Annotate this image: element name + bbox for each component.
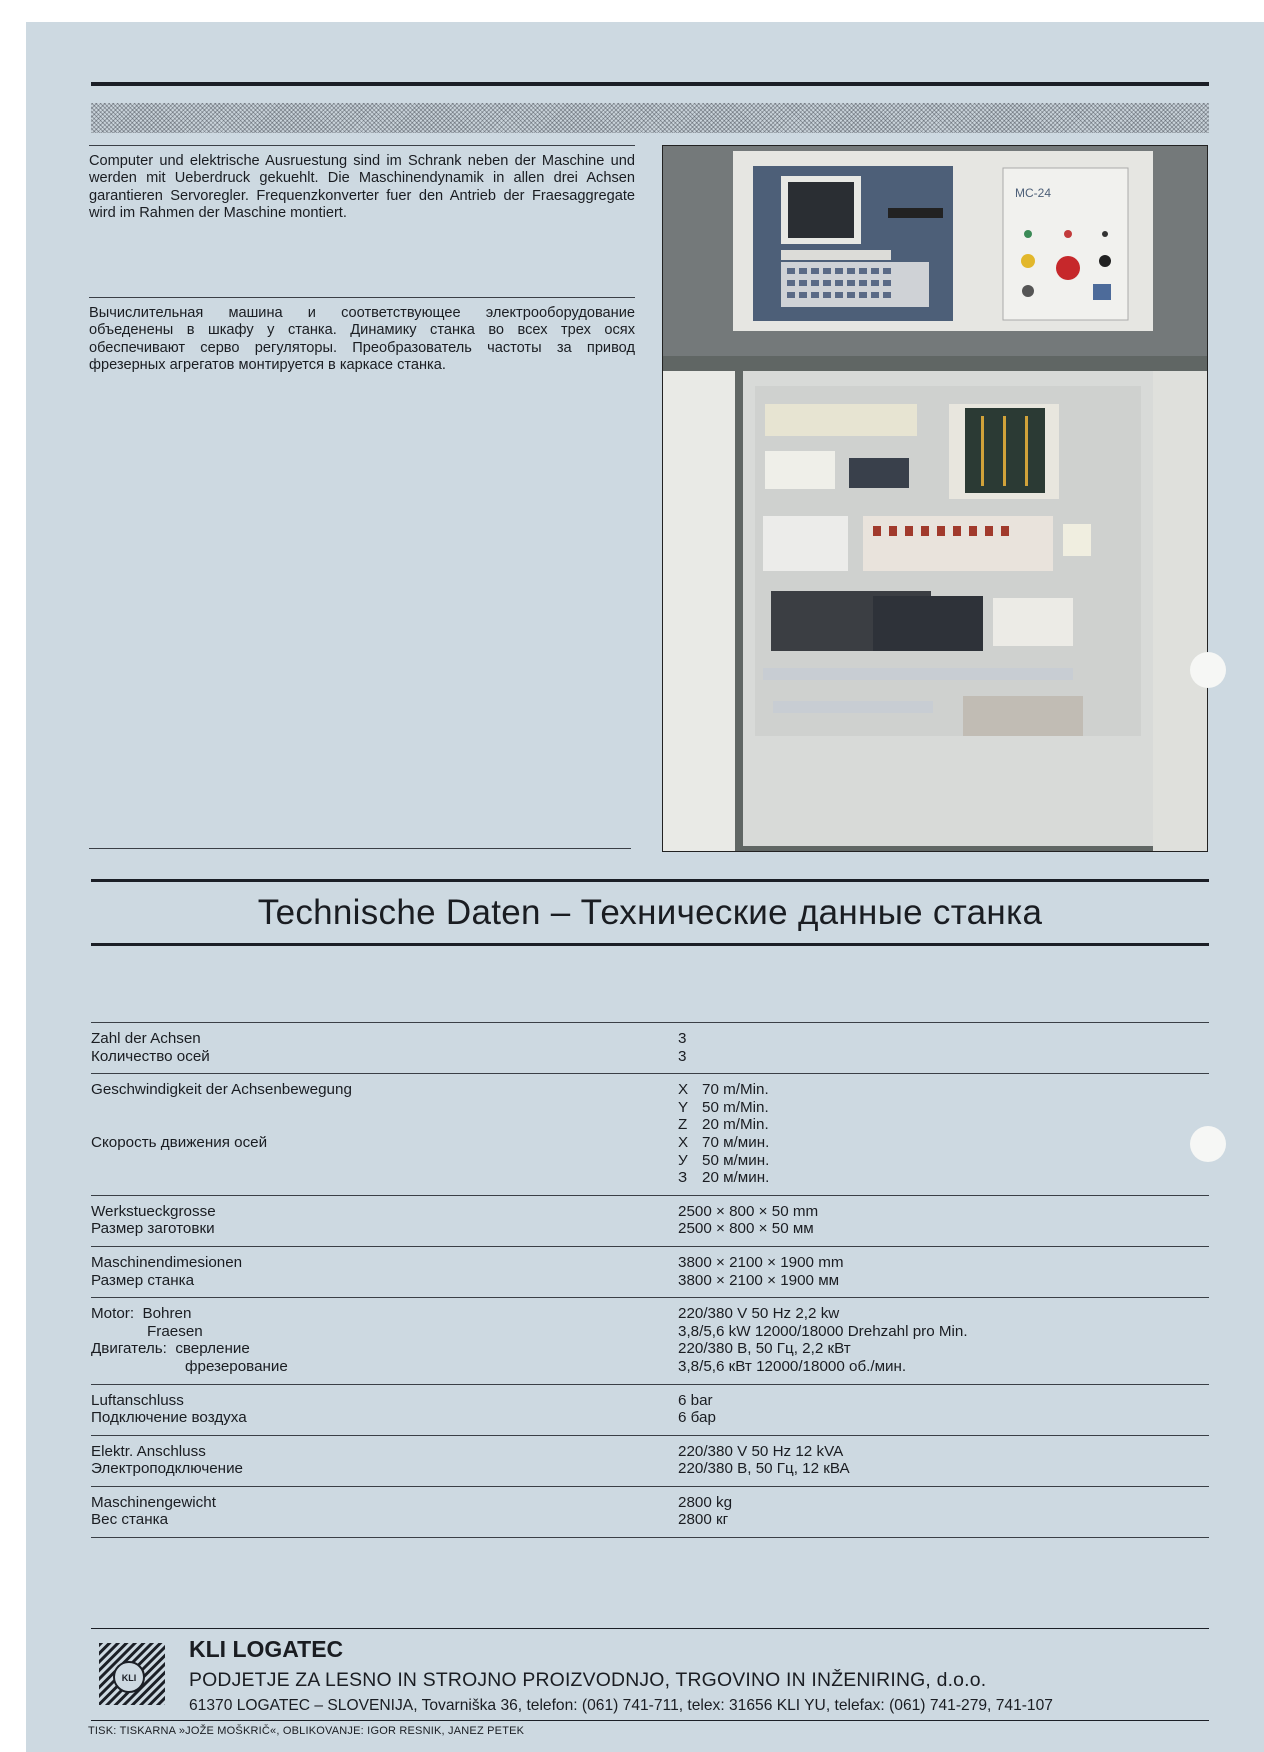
spec-row-motor xyxy=(91,1297,1209,1383)
spec-value: 220/380 V 50 Hz 12 kVA xyxy=(678,1442,844,1460)
intro-german-text: Computer und elektrische Ausruestung sind im Schrank neben der Maschine und werden mit Ueberdruck gekuehlt. Die Maschinendynamik in allen drei Achsen garantieren Servoregler. Frequenzkonverter fuer den Antrieb der Fraesaggregate wird im Rahmen der Maschine montiert. xyxy=(89,153,635,222)
spec-label: Elektr. Anschluss xyxy=(91,1442,206,1460)
spec-label: Электроподключение xyxy=(91,1460,243,1478)
company-address: 61370 LOGATEC – SLOVENIJA, Tovarniška 36, telefon: (061) 741-711, telex: 31656 KLI YU, telefax: (061) 741-279, 741-107 xyxy=(189,1697,1053,1714)
spec-value: 3 xyxy=(678,1030,687,1047)
logo-emblem-icon xyxy=(99,1643,165,1705)
spec-label: Luftanschluss xyxy=(91,1391,184,1409)
spec-label: Maschinengewicht xyxy=(91,1493,216,1511)
speed-line: Y 50 m/Min. xyxy=(678,1098,769,1116)
spec-label: Fraesen xyxy=(147,1322,203,1340)
spec-label: Werkstueckgrosse xyxy=(91,1202,216,1220)
cabinet-illustration xyxy=(663,146,1207,851)
spec-value: 6 bar xyxy=(678,1391,713,1409)
speed-line: Z 20 m/Min. xyxy=(678,1116,769,1134)
spec-value: 220/380 В, 50 Гц, 2,2 кВт xyxy=(678,1340,851,1358)
intro-russian-text: Вычислительная машина и соответствующее электрооборудование объеденены в шкафу у станка. Динамику станка во всех трех осях обеспечивают серво регуляторы. Преобразователь частоты за привод фрезерных агрегатов монтируется в каркасе станка. xyxy=(89,305,635,374)
kli-logo xyxy=(99,1643,165,1705)
spec-value: 3800 × 2100 × 1900 mm xyxy=(678,1253,844,1271)
spec-row-axes xyxy=(91,1022,1209,1073)
spec-label: Скорость движения осей xyxy=(91,1133,268,1151)
print-credit: TISK: TISKARNA »JOŽE MOŠKRIČ«, OBLIKOVANJE: IGOR RESNIK, JANEZ PETEK xyxy=(88,1725,525,1737)
hatched-band xyxy=(91,103,1209,133)
punch-hole xyxy=(1190,1126,1226,1162)
spec-value: 6 бар xyxy=(678,1409,716,1427)
footer-top-rule xyxy=(91,1628,1209,1629)
spec-value: 2500 × 800 × 50 мм xyxy=(678,1220,814,1238)
control-cabinet-photo xyxy=(662,145,1208,852)
spec-row-electric xyxy=(91,1435,1209,1486)
spec-value: 2500 × 800 × 50 mm xyxy=(678,1202,819,1220)
spec-value: 220/380 V 50 Hz 2,2 kw xyxy=(678,1305,840,1323)
spec-value: 3,8/5,6 кВт 12000/18000 об./мин. xyxy=(678,1357,907,1375)
top-rule xyxy=(91,82,1209,86)
company-name: KLI LOGATEC xyxy=(189,1636,344,1662)
spec-label: Размер заготовки xyxy=(91,1220,215,1238)
intro-rule xyxy=(89,145,635,146)
spec-label: Motor: Bohren xyxy=(91,1305,192,1323)
heading-bottom-rule xyxy=(91,943,1209,946)
heading-top-rule xyxy=(91,879,1209,882)
spec-row-workpiece xyxy=(91,1195,1209,1246)
spec-value: 3800 × 2100 × 1900 мм xyxy=(678,1271,840,1289)
spec-value: 3 xyxy=(678,1047,687,1065)
intro-rule-ru xyxy=(89,297,635,298)
punch-hole xyxy=(1190,652,1226,688)
speed-line: З 20 м/мин. xyxy=(678,1169,770,1187)
spec-label: фрезерование xyxy=(185,1357,288,1375)
spec-value: 3,8/5,6 kW 12000/18000 Drehzahl pro Min. xyxy=(678,1322,968,1340)
spec-label: Вес станка xyxy=(91,1511,169,1529)
spec-label: Двигатель: сверление xyxy=(91,1340,250,1358)
spec-label: Подключение воздуха xyxy=(91,1409,247,1427)
spec-label: Zahl der Achsen xyxy=(91,1030,201,1047)
svg-text:KLI: KLI xyxy=(121,1673,137,1683)
spec-value: 2800 kg xyxy=(678,1493,733,1511)
spec-label: Geschwindigkeit der Achsenbewegung xyxy=(91,1081,352,1099)
company-subtitle: PODJETJE ZA LESNO IN STROJNO PROIZVODNJO, TRGOVINO IN INŽENIRING, d.o.o. xyxy=(189,1669,987,1691)
page-title: Technische Daten – Технические данные станка xyxy=(257,893,1043,932)
spec-value: 2800 кг xyxy=(678,1511,729,1529)
panel-label: MC-24 xyxy=(1015,186,1052,200)
spec-label: Количество осей xyxy=(91,1047,210,1065)
speed-line: У 50 м/мин. xyxy=(678,1151,770,1169)
spec-table xyxy=(91,1022,1209,1538)
spec-label: Maschinendimesionen xyxy=(91,1253,243,1271)
spec-row-dimensions xyxy=(91,1246,1209,1297)
spec-row-weight xyxy=(91,1486,1209,1538)
intro-bottom-rule xyxy=(89,848,631,849)
spec-row-speed xyxy=(91,1073,1209,1195)
speed-line: X 70 m/Min. xyxy=(678,1081,769,1099)
spec-value: 220/380 В, 50 Гц, 12 кВА xyxy=(678,1460,850,1478)
spec-row-air xyxy=(91,1384,1209,1435)
footer-bottom-rule xyxy=(91,1720,1209,1721)
spec-label: Размер станка xyxy=(91,1271,195,1289)
speed-line: X 70 м/мин. xyxy=(678,1133,770,1151)
